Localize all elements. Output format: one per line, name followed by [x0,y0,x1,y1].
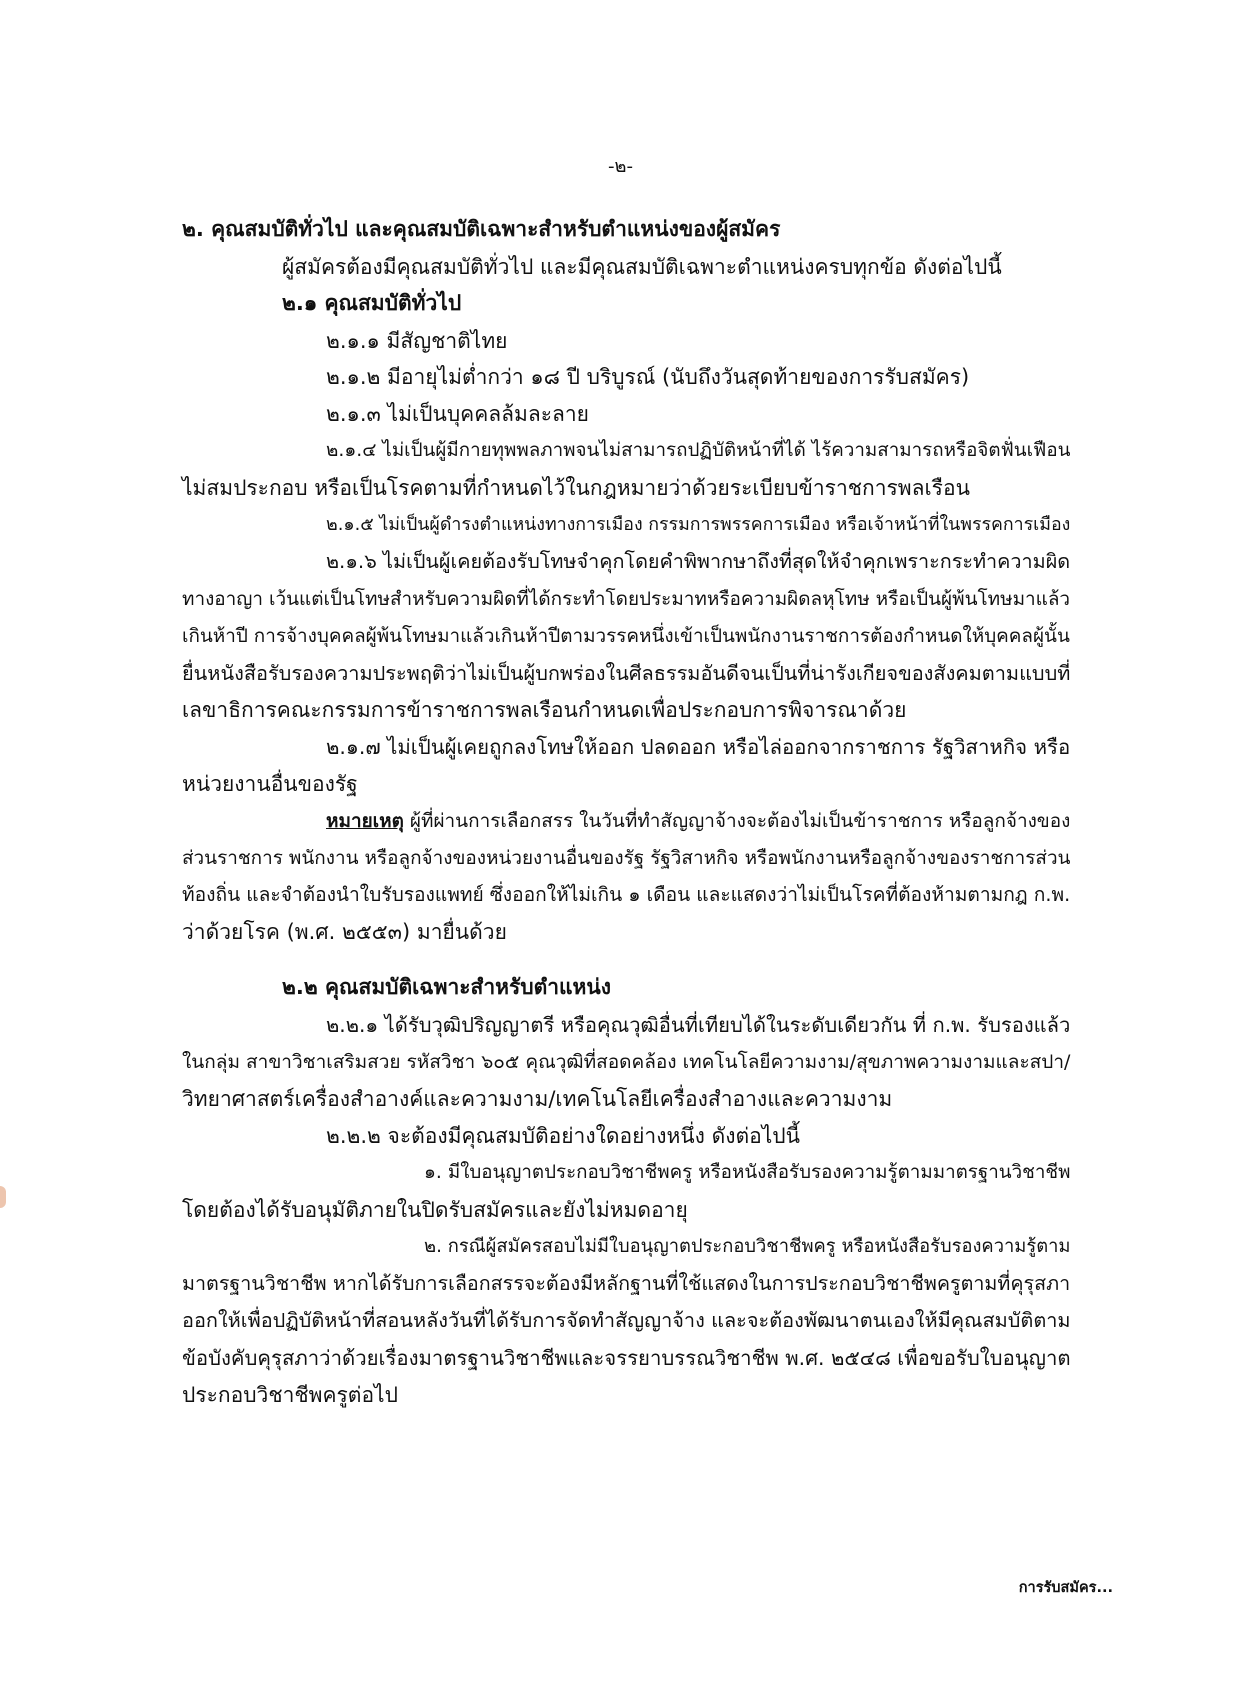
sub-item-2-line4: ข้อบังคับคุรุสภาว่าด้วยเรื่องมาตรฐานวิชาชีพและจรรยาบรรณวิชาชีพ พ.ศ. ๒๕๔๘ เพื่อขอรับใบอนุญาต [182,1346,1071,1370]
subsection-heading-specific: ๒.๒ คุณสมบัติเฉพาะสำหรับตำแหน่ง [282,975,612,999]
item-2-2-2: ๒.๒.๒ จะต้องมีคุณสมบัติอย่างใดอย่างหนึ่ง ดังต่อไปนี้ [326,1124,800,1148]
item-2-1-6-line4: ยื่นหนังสือรับรองความประพฤติว่าไม่เป็นผู้บกพร่องในศีลธรรมอันดีจนเป็นที่น่ารังเกียจของสังคมตามแบบที่ [182,661,1071,685]
sub-item-2-line5: ประกอบวิชาชีพครูต่อไป [182,1383,398,1407]
item-2-2-1-line2: ในกลุ่ม สาขาวิชาเสริมสวย รหัสวิชา ๖๐๕ คุณวุฒิที่สอดคล้อง เทคโนโลยีความงาม/สุขภาพความงามและสปา/ [182,1051,1071,1073]
item-2-1-5: ๒.๑.๕ ไม่เป็นผู้ดำรงตำแหน่งทางการเมือง กรรมการพรรคการเมือง หรือเจ้าหน้าที่ในพรรคการเมือง [326,515,1071,535]
item-2-1-6-line1: ๒.๑.๖ ไม่เป็นผู้เคยต้องรับโทษจำคุกโดยคำพิพากษาถึงที่สุดให้จำคุกเพราะกระทำความผิด [326,550,1071,573]
sub-item-1-line2: โดยต้องได้รับอนุมัติภายในปิดรับสมัครและยังไม่หมดอายุ [182,1198,688,1222]
item-2-1-6-line5: เลขาธิการคณะกรรมการข้าราชการพลเรือนกำหนดเพื่อประกอบการพิจารณาด้วย [182,698,907,722]
sub-item-2-line1: ๒. กรณีผู้สมัครสอบไม่มีใบอนุญาตประกอบวิชาชีพครู หรือหนังสือรับรองความรู้ตาม [424,1236,1071,1257]
item-2-1-6-line2: ทางอาญา เว้นแต่เป็นโทษสำหรับความผิดที่ได้กระทำโดยประมาทหรือความผิดลหุโทษ หรือเป็นผู้พ้นโทษมาแล้ว [182,588,1071,610]
note-line1 [326,806,1070,836]
item-2-2-1-line3: วิทยาศาสตร์เครื่องสำอางค์และความงาม/เทคโนโลยีเครื่องสำอางและความงาม [182,1087,893,1111]
note-line4: ว่าด้วยโรค (พ.ศ. ๒๕๕๓) มายื่นด้วย [182,920,507,944]
sub-item-2-line3: ออกให้เพื่อปฏิบัติหน้าที่สอนหลังวันที่ได้รับการจัดทำสัญญาจ้าง และจะต้องพัฒนาตนเองให้มีคุณสมบัติตาม [182,1309,1071,1332]
page-number: -๒- [607,156,633,177]
item-2-1-4-line1: ๒.๑.๔ ไม่เป็นผู้มีกายทุพพลภาพจนไม่สามารถปฏิบัติหน้าที่ได้ ไร้ความสามารถหรือจิตฟั่นเฟือน [326,440,1071,461]
item-2-1-6-line3: เกินห้าปี การจ้างบุคคลผู้พ้นโทษมาแล้วเกินห้าปีตามวรรคหนึ่งเข้าเป็นพนักงานราชการต้องกำหนดให้บุคคลผู้นั้น [182,625,1070,647]
item-2-1-1: ๒.๑.๑ มีสัญชาติไทย [326,329,508,353]
item-2-1-2: ๒.๑.๒ มีอายุไม่ต่ำกว่า ๑๘ ปี บริบูรณ์ (นับถึงวันสุดท้ายของการรับสมัคร) [326,365,970,389]
sub-item-1-line1: ๑. มีใบอนุญาตประกอบวิชาชีพครู หรือหนังสือรับรองความรู้ตามมาตรฐานวิชาชีพ [424,1162,1071,1183]
scan-edge-mark [0,1186,6,1208]
note-text: ผู้ที่ผ่านการเลือกสรร ในวันที่ทำสัญญาจ้างจะต้องไม่เป็นข้าราชการ หรือลูกจ้างของ [409,810,1071,832]
item-2-1-4-line2: ไม่สมประกอบ หรือเป็นโรคตามที่กำหนดไว้ในกฎหมายว่าด้วยระเบียบข้าราชการพลเรือน [182,476,970,500]
section-heading: ๒. คุณสมบัติทั่วไป และคุณสมบัติเฉพาะสำหรับตำแหน่งของผู้สมัคร [182,217,781,241]
note-label: หมายเหตุ [326,810,404,832]
subsection-heading-general: ๒.๑ คุณสมบัติทั่วไป [282,291,462,315]
sub-item-2-line2: มาตรฐานวิชาชีพ หากได้รับการเลือกสรรจะต้องมีหลักฐานที่ใช้แสดงในการประกอบวิชาชีพครูตามที่คุรุสภา [182,1272,1071,1295]
note-line3: ท้องถิ่น และจำต้องนำใบรับรองแพทย์ ซึ่งออกให้ไม่เกิน ๑ เดือน และแสดงว่าไม่เป็นโรคที่ต้องห้ามตามกฎ ก.พ. [182,883,1071,906]
note-line2: ส่วนราชการ พนักงาน หรือลูกจ้างของหน่วยงานอื่นของรัฐ รัฐวิสาหกิจ หรือพนักงานหรือลูกจ้างของราชการส่วน [182,847,1071,869]
item-2-2-1-line1: ๒.๒.๑ ได้รับวุฒิปริญญาตรี หรือคุณวุฒิอื่นที่เทียบได้ในระดับเดียวกัน ที่ ก.พ. รับรองแล้ว [326,1013,1071,1037]
continuation-catchword: การรับสมัคร... [1018,1580,1113,1596]
item-2-1-7-line2: หน่วยงานอื่นของรัฐ [182,772,358,796]
item-2-1-7-line1: ๒.๑.๗ ไม่เป็นผู้เคยถูกลงโทษให้ออก ปลดออก หรือไล่ออกจากราชการ รัฐวิสาหกิจ หรือ [326,735,1071,759]
item-2-1-3: ๒.๑.๓ ไม่เป็นบุคคลล้มละลาย [326,402,589,426]
section-intro: ผู้สมัครต้องมีคุณสมบัติทั่วไป และมีคุณสมบัติเฉพาะตำแหน่งครบทุกข้อ ดังต่อไปนี้ [282,255,1002,279]
